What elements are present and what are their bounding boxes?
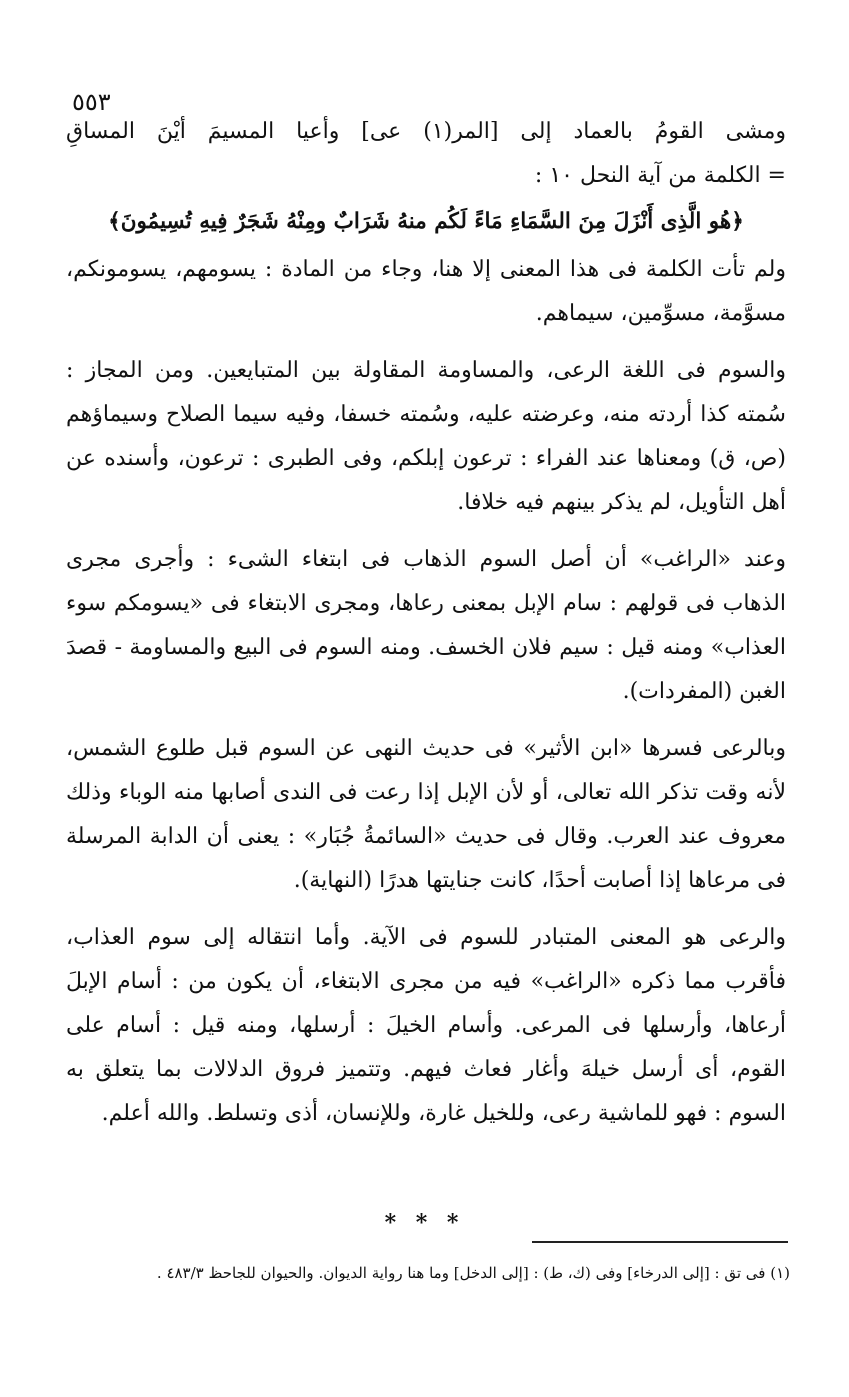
footnote-divider <box>532 1241 788 1243</box>
paragraph-4: وبالرعى فسرها «ابن الأثير» فى حديث النهى عن السوم قبل طلوع الشمس، لأنه وقت تذكر الله تعالى، أو لأن الإبل إذا رعت فى الندى أصابها منه الوباء وذلك معروف عند العرب. وقال فى حديث «السائمةُ جُبَار» : يعنى أن الدابة المرسلة فى مرعاها إذا أصابت أحدًا، كانت جنايتها هدرًا (النهاية). <box>66 736 786 893</box>
paragraph-2: والسوم فى اللغة الرعى، والمساومة المقاولة بين المتبايعين. ومن المجاز : سُمته كذا أردته منه، وعرضته عليه، وسُمته خسفا، وفيه سيما الصلاح وسيماؤهم (ص، ق) ومعناها عند الفراء : ترعون إبلكم، وفى الطبرى : ترعون، وأسنده عن أهل التأويل، لم يذكر بينهم فيه خلافا. <box>66 358 786 515</box>
footnote: (١) فى تق : [إلى الدرخاء] وفى (ك، ط) : [إلى الدخل] وما هنا رواية الديوان. والحيوان للجاحظ ٤٨٣/٣ . <box>156 1264 790 1282</box>
verse-intro: = الكلمة من آية النحل ١٠ : <box>534 163 786 188</box>
section-separator: * * * <box>384 1210 465 1236</box>
paragraph-3: وعند «الراغب» أن أصل السوم الذهاب فى ابتغاء الشىء : وأجرى مجرى الذهاب فى قولهم : سام الإبل بمعنى رعاها، ومجرى الابتغاء فى «يسومكم سوء العذاب» ومنه قيل : سيم فلان الخسف. ومنه السوم فى البيع والمساومة - قصدَ الغبن (المفردات). <box>66 547 786 704</box>
page-number: ٥٥٣ <box>72 88 111 116</box>
paragraph-1: ولم تأت الكلمة فى هذا المعنى إلا هنا، وجاء من المادة : يسومهم، يسومونكم، مسوَّمة، مسوِّمين، سيماهم. <box>66 257 786 326</box>
main-text <box>66 110 786 1136</box>
poetry-verse: ومشى القومُ بالعماد إلى [المر(١) عى] وأعيا المسيمَ أيْنَ المساقِ <box>66 119 786 144</box>
paragraph-5: والرعى هو المعنى المتبادر للسوم فى الآية. وأما انتقاله إلى سوم العذاب، فأقرب مما ذكره «الراغب» فيه من مجرى الابتغاء، أن يكون من : أسام الإبلَ أرعاها، وأرسلها فى المرعى. وأسام الخيلَ : أرسلها، ومنه قيل : أسام على القوم، أى أرسل خيلهَ وأغار فعاث فيهم. وتتميز فروق الدلالات بما يتعلق به السوم : فهو للماشية رعى، وللخيل غارة، وللإنسان، أذى وتسلط. والله أعلم. <box>66 925 786 1126</box>
quran-verse: ﴿هُو الَّذِى أَنْزَلَ مِنَ السَّمَاءِ مَاءً لَكُم منهُ شَرَابٌ ومِنْهُ شَجَرٌ فِيهِ تُسِيمُونَ﴾ <box>108 209 744 234</box>
